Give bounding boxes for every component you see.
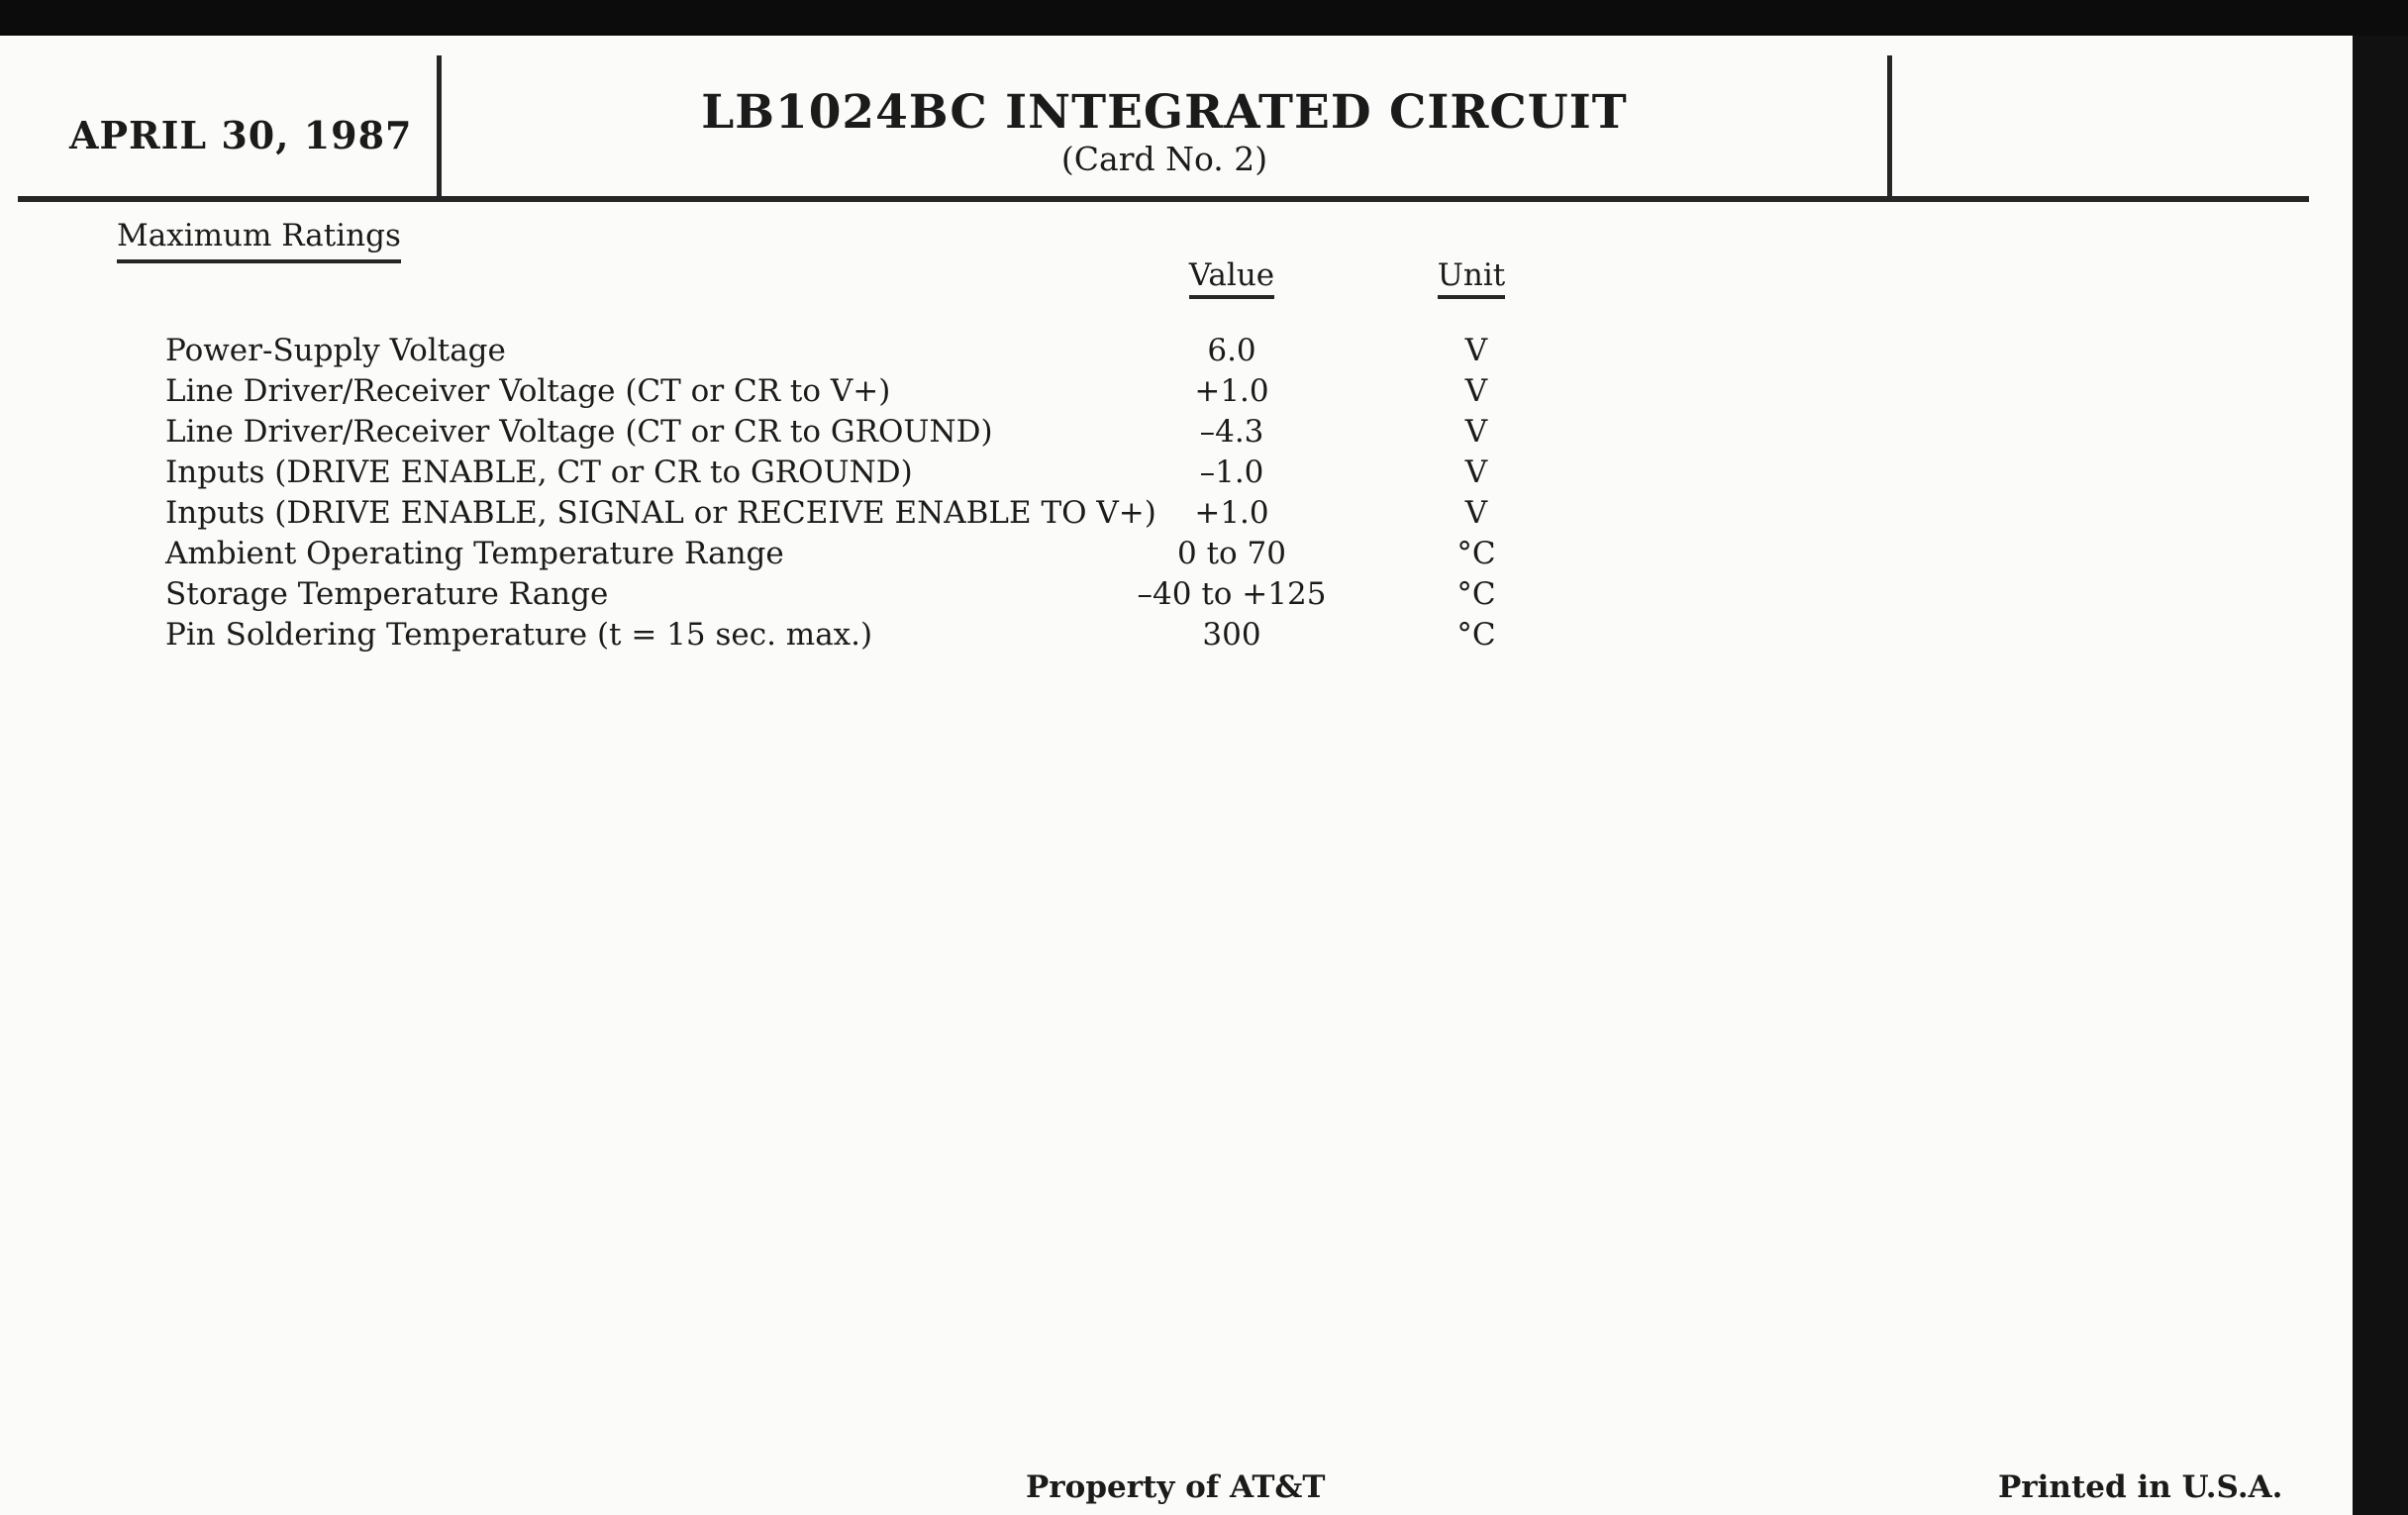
parameter-unit: °C bbox=[1456, 536, 1496, 571]
parameter-value: 6.0 bbox=[1207, 333, 1256, 368]
unit-column-label: Unit bbox=[1438, 257, 1505, 299]
parameter-unit: °C bbox=[1456, 617, 1496, 653]
parameter-unit: °C bbox=[1456, 576, 1496, 612]
parameter-name: Pin Soldering Temperature (t = 15 sec. max.) bbox=[165, 617, 873, 653]
document-card bbox=[0, 36, 2353, 1515]
parameter-unit: V bbox=[1464, 373, 1488, 409]
document-subtitle: (Card No. 2) bbox=[1060, 140, 1268, 178]
parameter-name: Inputs (DRIVE ENABLE, CT or CR to GROUND) bbox=[165, 454, 913, 490]
parameter-name: Power-Supply Voltage bbox=[165, 333, 506, 368]
parameter-unit: V bbox=[1464, 454, 1488, 490]
parameter-name: Line Driver/Receiver Voltage (CT or CR to V+) bbox=[165, 373, 891, 409]
parameter-name: Storage Temperature Range bbox=[165, 576, 609, 612]
value-column-label: Value bbox=[1189, 257, 1274, 299]
parameter-value: –4.3 bbox=[1199, 414, 1264, 450]
section-heading: Maximum Ratings bbox=[117, 218, 401, 263]
parameter-value: 0 to 70 bbox=[1177, 536, 1286, 571]
table-row bbox=[0, 414, 2353, 454]
table-row bbox=[0, 576, 2353, 617]
parameter-value: +1.0 bbox=[1194, 495, 1269, 531]
document-date: APRIL 30, 1987 bbox=[69, 113, 413, 157]
unit-column-header bbox=[1422, 257, 1521, 299]
table-row bbox=[0, 333, 2353, 373]
header-rule bbox=[18, 196, 2309, 202]
parameter-value: +1.0 bbox=[1194, 373, 1269, 409]
table-row bbox=[0, 373, 2353, 414]
footer-property-notice: Property of AT&T bbox=[1026, 1469, 1326, 1505]
parameter-value: 300 bbox=[1202, 617, 1261, 653]
ratings-table bbox=[0, 333, 2353, 657]
parameter-value: –40 to +125 bbox=[1137, 576, 1327, 612]
header-divider-right bbox=[1887, 55, 1892, 200]
parameter-name: Ambient Operating Temperature Range bbox=[165, 536, 784, 571]
parameter-unit: V bbox=[1464, 333, 1488, 368]
table-row bbox=[0, 454, 2353, 495]
document-title: LB1024BC INTEGRATED CIRCUIT bbox=[701, 85, 1628, 140]
value-column-header bbox=[1133, 257, 1331, 299]
parameter-name: Inputs (DRIVE ENABLE, SIGNAL or RECEIVE ENABLE TO V+) bbox=[165, 495, 1156, 531]
parameter-unit: V bbox=[1464, 414, 1488, 450]
table-row bbox=[0, 495, 2353, 536]
footer-printed-notice: Printed in U.S.A. bbox=[1998, 1469, 2283, 1505]
parameter-value: –1.0 bbox=[1199, 454, 1264, 490]
scan-edge bbox=[2353, 36, 2408, 1515]
parameter-unit: V bbox=[1464, 495, 1488, 531]
parameter-name: Line Driver/Receiver Voltage (CT or CR to GROUND) bbox=[165, 414, 993, 450]
title-block bbox=[442, 85, 1887, 178]
table-row bbox=[0, 536, 2353, 576]
table-row bbox=[0, 617, 2353, 657]
